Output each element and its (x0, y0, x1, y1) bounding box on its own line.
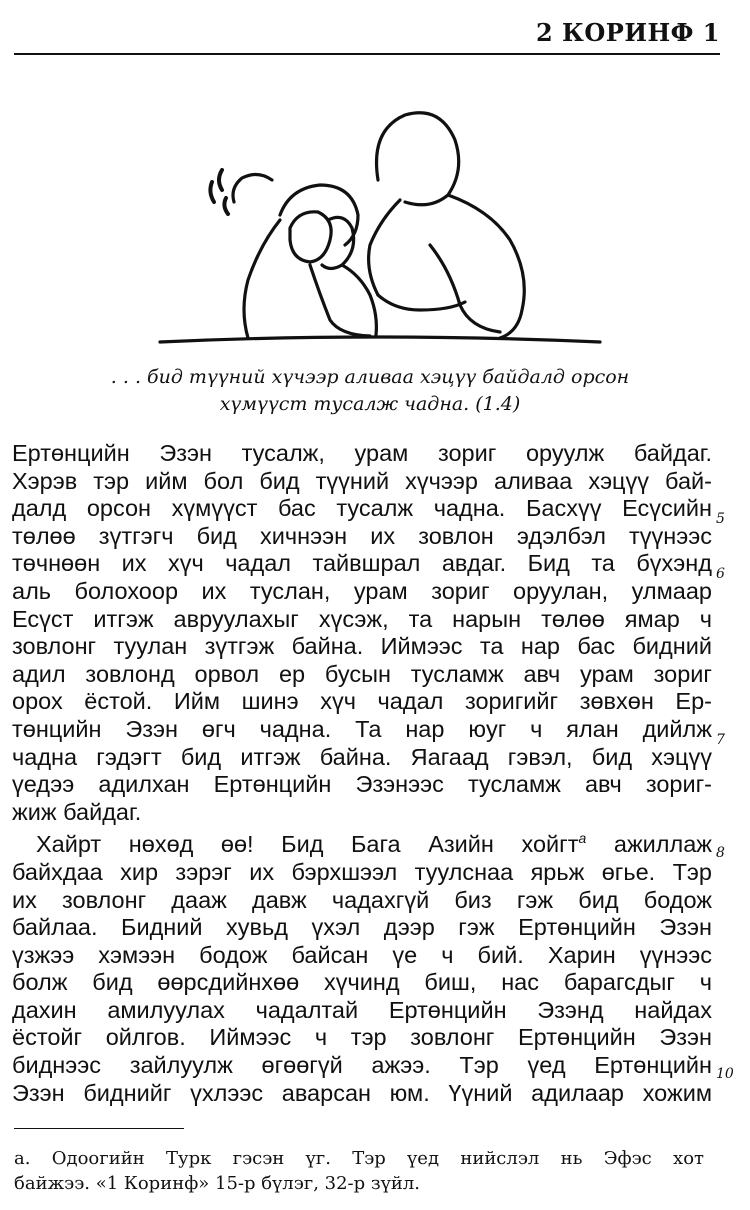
text-line: үзжээ хэмээн бодож байсан үе ч бий. Харин үүнээс (12, 941, 712, 968)
text-line: Ертөнцийн Эзэн тусалж, урам зориг оруулж байдаг. (12, 440, 712, 466)
body-text (12, 440, 712, 1107)
text-line: биднээс зайлуулж өгөөгүй ажээ. Тэр үед Ертөнцийн (12, 1052, 712, 1079)
text-line: адил зовлонд орвол ер бусын тусламж авч урам зориг (12, 660, 712, 687)
text-line: төлөө зүтгэгч бид хичнээн их зовлон эдэлбэл түүнээс (12, 522, 712, 549)
text-line: төчнөөн их хүч чадал тайвшрал авдаг. Бид та бүхэнд (12, 550, 712, 577)
caption-line-2: хүмүүст тусалж чадна. (1.4) (219, 393, 521, 415)
footnote-line-2: байжээ. «1 Коринф» 15-р бүлэг, 32-р зүйл. (14, 1173, 421, 1194)
text-line: орох ёстой. Ийм шинэ хүч чадал зоригийг зөвхөн Ер- (12, 688, 712, 715)
consoling-figures-illustration (130, 70, 620, 360)
text-line: Хэрэв тэр ийм бол бид түүний хүчээр аливаа хэцүү бай- (12, 467, 712, 494)
footnote-line-1: a. Одоогийн Турк гэсэн үг. Тэр үед нийслэл нь Эфэс хот (14, 1148, 704, 1169)
text-line: төнцийн Эзэн өгч чадна. Та нар юуг ч ялан дийлж (12, 715, 712, 742)
footnote-rule (14, 1128, 184, 1129)
line-text-before-footnote: Хайрт нөхөд өө! Бид Бага Азийн хойгт (36, 831, 579, 858)
verse-number-6: 6 (716, 566, 725, 582)
text-line (12, 831, 712, 859)
paragraph-1 (12, 440, 712, 826)
verse-number-5: 5 (716, 511, 725, 527)
standing-head (377, 113, 459, 205)
ground-line (160, 337, 600, 342)
running-head: 2 КОРИНФ 1 (535, 18, 720, 47)
text-line: байлаа. Бидний хувьд үхэл дээр гэж Ертөнцийн Эзэн (12, 914, 712, 941)
text-line: их зовлонг дааж давж чадахгүй биз гэж бид бодож (12, 886, 712, 913)
verse-number-10: 10 (716, 1066, 734, 1082)
footnote (14, 1146, 704, 1196)
text-line: байхдаа хир зэрэг их бэрхшээл туулснаа ярьж өгье. Тэр (12, 858, 712, 885)
text-line: дахин амилуулах чадалтай Ертөнцийн Эзэнд найдах (12, 996, 712, 1023)
verse-number-8: 8 (716, 845, 725, 861)
header-rule (14, 53, 720, 55)
text-line: Эзэн биднийг үхлээс аварсан юм. Үүний адилаар хожим (12, 1079, 712, 1106)
text-line: болж бид өөрсдийнхөө хүчинд биш, нас барагсдыг ч (12, 969, 712, 996)
text-line: зовлонг туулан зүтгэж байна. Иймээс та нар бас бидний (12, 633, 712, 660)
text-line: жиж байдаг. (12, 798, 142, 825)
text-line: Есүст итгэж авруулахыг хүсэж, та нарын төлөө ямар ч (12, 605, 712, 632)
figure-caption (60, 364, 680, 418)
crouching-head (280, 185, 358, 245)
line-text-after-footnote: ажиллаж (613, 831, 712, 858)
text-line: далд орсон хүмүүст бас тусалж чадна. Басхүү Есүсийн (12, 495, 712, 522)
text-line: үедээ адилхан Ертөнцийн Эзэнээс тусламж авч зориг- (12, 771, 712, 798)
text-line: чадна гэдэгт бид итгэж байна. Яагаад гэвэл, бид хэцүү (12, 743, 712, 770)
verse-number-7: 7 (716, 732, 725, 748)
caption-line-1: . . . бид түүний хүчээр аливаа хэцүү байдалд орсон (110, 366, 630, 388)
text-line: ёстойг ойлгов. Иймээс ч тэр зовлонг Ертөнцийн Эзэн (12, 1024, 712, 1051)
footnote-marker[interactable]: a (578, 831, 587, 847)
text-line: аль болохоор их туслан, урам зориг оруулан, улмаар (12, 577, 712, 604)
paragraph-2 (12, 831, 712, 1107)
